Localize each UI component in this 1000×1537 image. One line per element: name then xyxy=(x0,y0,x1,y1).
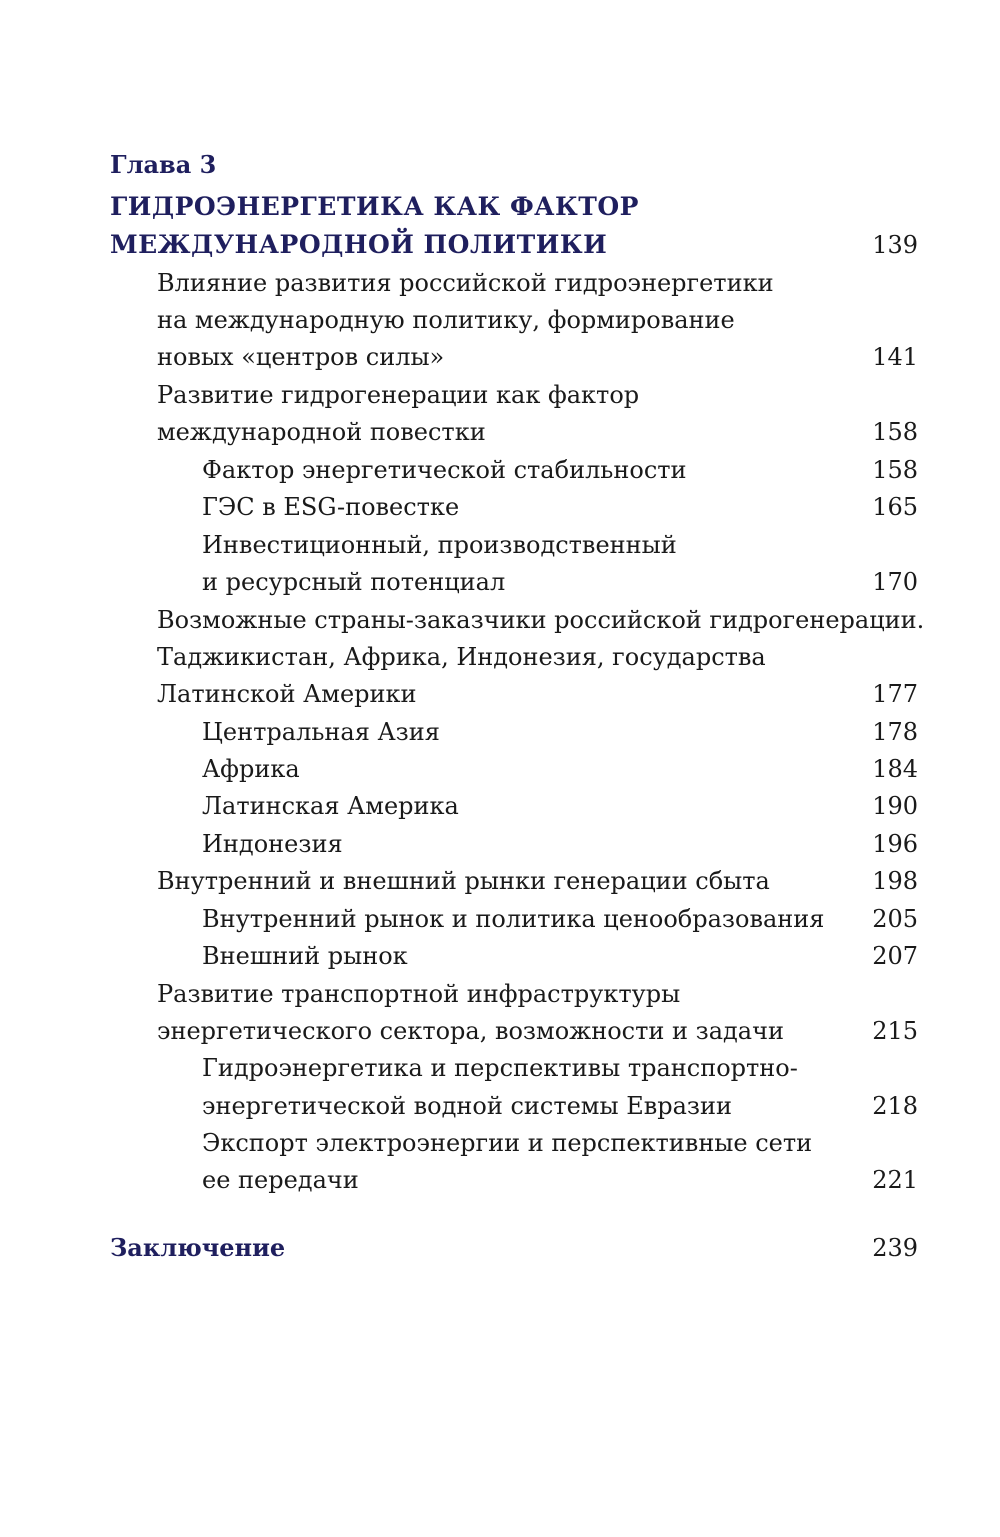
toc-entry-line: Внешний рынок xyxy=(202,942,408,970)
chapter-page-number: 139 xyxy=(872,231,918,259)
chapter-title-line-1: ГИДРОЭНЕРГЕТИКА КАК ФАКТОР xyxy=(110,192,639,221)
toc-entry-line: Центральная Азия xyxy=(202,718,440,746)
toc-entry-line: ее передачи xyxy=(202,1166,359,1194)
toc-entry-line: на международную политику, формирование xyxy=(157,306,735,334)
toc-entry-line: Развитие гидрогенерации как фактор xyxy=(157,381,640,409)
toc-entry-page: 196 xyxy=(872,830,918,858)
toc-entry-line: новых «центров силы» xyxy=(157,343,445,371)
toc-entry-line: Индонезия xyxy=(202,830,343,858)
toc-entry-page: 141 xyxy=(872,343,918,371)
toc-entry-line: и ресурсный потенциал xyxy=(202,568,506,596)
toc-entry-page: 218 xyxy=(872,1092,918,1120)
toc-entry-line: Возможные страны-заказчики российской гидрогенерации. xyxy=(157,606,925,634)
toc-entry-line: Гидроэнергетика и перспективы транспортно- xyxy=(202,1054,798,1082)
toc-entry-line: международной повестки xyxy=(157,418,486,446)
toc-entry-page: 158 xyxy=(872,418,918,446)
toc-entry-page: 170 xyxy=(872,568,918,596)
toc-entry-page: 184 xyxy=(872,755,918,783)
toc-entry-line: Влияние развития российской гидроэнергетики xyxy=(157,269,774,297)
toc-entry-page: 178 xyxy=(872,718,918,746)
toc-entry-line: Экспорт электроэнергии и перспективные сети xyxy=(202,1129,813,1157)
chapter-title-line-2: МЕЖДУНАРОДНОЙ ПОЛИТИКИ xyxy=(110,230,608,259)
toc-entry-line: Внутренний рынок и политика ценообразования xyxy=(202,905,825,933)
toc-entry-line: Внутренний и внешний рынки генерации сбыта xyxy=(157,867,770,895)
toc-entry-line: Таджикистан, Африка, Индонезия, государства xyxy=(157,643,766,671)
toc-entry-page: 207 xyxy=(872,942,918,970)
toc-entry-page: 158 xyxy=(872,456,918,484)
conclusion-page: 239 xyxy=(872,1234,918,1262)
toc-entry-page: 177 xyxy=(872,680,918,708)
toc-entry-page: 221 xyxy=(872,1166,918,1194)
toc-entry-page: 215 xyxy=(872,1017,918,1045)
toc-entry-page: 198 xyxy=(872,867,918,895)
conclusion-label: Заключение xyxy=(110,1233,286,1262)
toc-entry-line: Инвестиционный, производственный xyxy=(202,531,677,559)
toc-entry-page: 205 xyxy=(872,905,918,933)
toc-entry-line: энергетического сектора, возможности и задачи xyxy=(157,1017,784,1045)
toc-entry-line: Латинская Америка xyxy=(202,792,459,820)
toc-entry-line: энергетической водной системы Евразии xyxy=(202,1092,732,1120)
toc-entry-line: ГЭС в ESG-повестке xyxy=(202,493,460,521)
toc-entry-line: Африка xyxy=(202,755,300,783)
toc-entry-line: Фактор энергетической стабильности xyxy=(202,456,687,484)
toc-entry-line: Развитие транспортной инфраструктуры xyxy=(157,980,681,1008)
toc-entry-page: 190 xyxy=(872,792,918,820)
toc-entry-line: Латинской Америки xyxy=(157,680,417,708)
chapter-label: Глава 3 xyxy=(110,150,217,179)
toc-entry-page: 165 xyxy=(872,493,918,521)
